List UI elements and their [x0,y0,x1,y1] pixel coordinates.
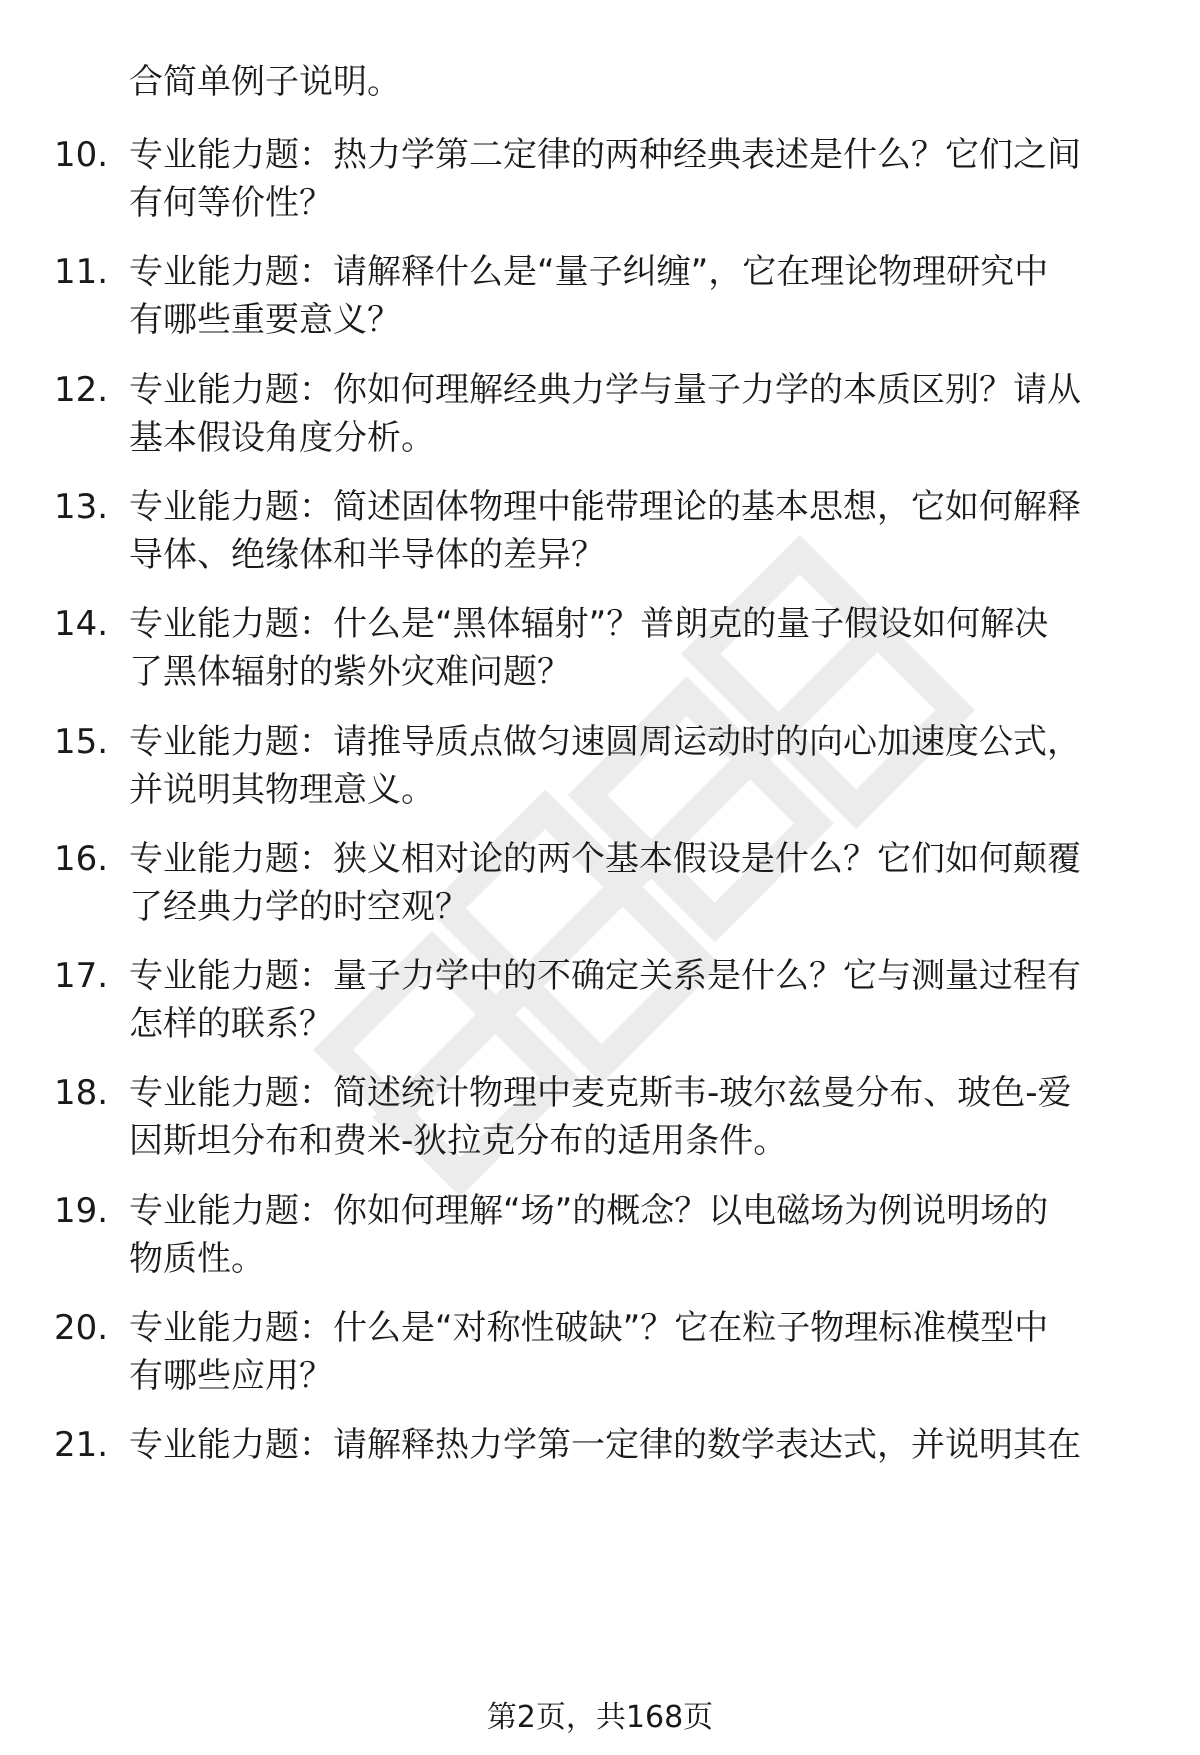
question-text-line: 专业能力题：简述统计物理中麦克斯韦-玻尔兹曼分布、玻色-爱 [129,1073,1072,1113]
question-text-line: 专业能力题：什么是“对称性破缺”？它在粒子物理标准模型中 [129,1308,1049,1348]
question-number: 11. [54,252,109,292]
question-text-line: 专业能力题：你如何理解经典力学与量子力学的本质区别？请从 [129,370,1081,410]
question-number: 17. [54,956,109,996]
question-number: 21. [54,1425,109,1465]
question-text-line: 导体、绝缘体和半导体的差异？ [129,535,605,575]
question-text-line: 怎样的联系？ [129,1004,333,1044]
question-text-line: 物质性。 [129,1239,265,1279]
question-number: 19. [54,1191,109,1231]
question-text [129,366,1139,462]
question-text-line: 专业能力题：狭义相对论的两个基本假设是什么？它们如何颠覆 [129,839,1081,879]
question-text-line: 了黑体辐射的紫外灾难问题？ [129,652,571,692]
question-text [129,483,1139,579]
question-text-line: 了经典力学的时空观？ [129,887,469,927]
question-number: 14. [54,604,109,644]
question-text-line: 专业能力题：什么是“黑体辐射”？普朗克的量子假设如何解决 [129,604,1049,644]
question-text [129,952,1139,1048]
question-text-line: 专业能力题：请推导质点做匀速圆周运动时的向心加速度公式， [129,722,1081,762]
question-text-line: 专业能力题：你如何理解“场”的概念？以电磁场为例说明场的 [129,1191,1049,1231]
question-text [129,718,1139,814]
question-text-line: 基本假设角度分析。 [129,418,435,458]
question-text [129,1304,1139,1400]
question-number: 16. [54,839,109,879]
question-text [129,835,1139,931]
question-text-line: 专业能力题：简述固体物理中能带理论的基本思想，它如何解释 [129,487,1081,527]
question-text-line: 专业能力题：请解释什么是“量子纠缠”，它在理论物理研究中 [129,252,1049,292]
question-text-line: 专业能力题：量子力学中的不确定关系是什么？它与测量过程有 [129,956,1081,996]
question-text-line: 有哪些重要意义？ [129,300,401,340]
question-text-line: 并说明其物理意义。 [129,770,435,810]
question-text [129,131,1139,227]
question-text-line: 因斯坦分布和费米-狄拉克分布的适用条件。 [129,1121,788,1161]
page-footer: 第2页，共168页 [486,1700,714,1735]
question-text-line: 专业能力题：热力学第二定律的两种经典表述是什么？它们之间 [129,135,1081,175]
question-text [129,1069,1139,1165]
question-number: 12. [54,370,109,410]
question-number: 20. [54,1308,109,1348]
question-text-line: 专业能力题：请解释热力学第一定律的数学表达式，并说明其在 [129,1425,1081,1465]
question-number: 13. [54,487,109,527]
question-number: 10. [54,135,109,175]
question-text-line: 有何等价性？ [129,183,333,223]
question-number: 18. [54,1073,109,1113]
question-text [129,1187,1139,1283]
continuation-text: 合简单例子说明。 [129,62,401,102]
question-text [129,248,1139,344]
question-text-line: 有哪些应用？ [129,1356,333,1396]
question-text [129,1421,1139,1469]
question-number: 15. [54,722,109,762]
question-text [129,600,1139,696]
